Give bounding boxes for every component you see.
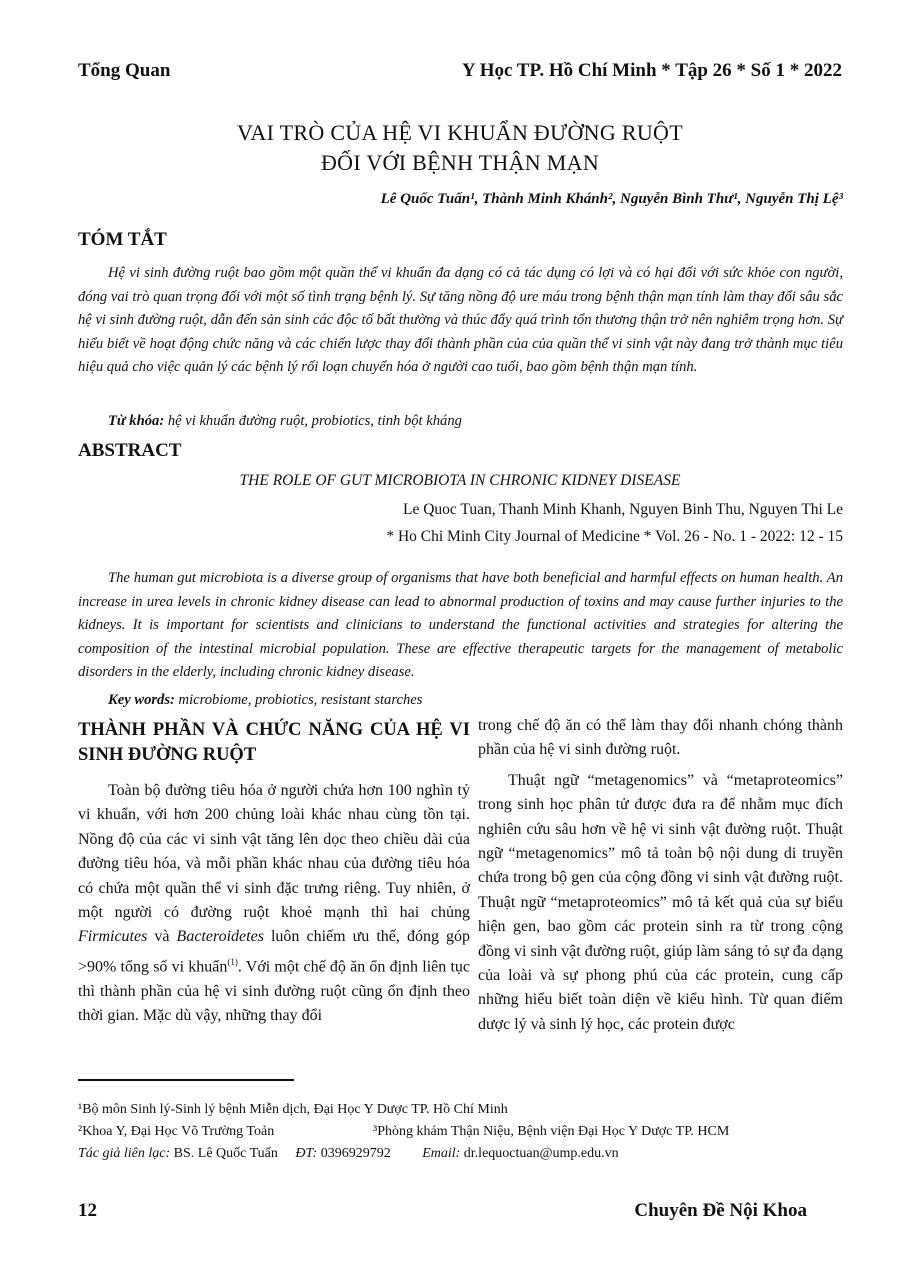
phone-label: ĐT: — [295, 1146, 318, 1161]
left-column — [78, 718, 470, 1028]
tomtat-keywords — [108, 413, 462, 430]
keywords-label: Từ khóa: — [108, 413, 165, 429]
footer-section: Chuyên Đề Nội Khoa — [634, 1200, 807, 1221]
title-line-1: VAI TRÒ CỦA HỆ VI KHUẨN ĐƯỜNG RUỘT — [237, 120, 683, 145]
contact-label: Tác giả liên lạc: — [78, 1146, 171, 1161]
right-column — [478, 714, 843, 1037]
title-line-2: ĐỐI VỚI BỆNH THẬN MẠN — [320, 150, 600, 175]
key-words: microbiome, probiotics, resistant starches — [174, 692, 423, 708]
page-number: 12 — [78, 1200, 97, 1221]
footnote-1: ¹Bộ môn Sinh lý-Sinh lý bệnh Miễn dịch, Đại Học Y Dược TP. Hồ Chí Minh — [78, 1102, 508, 1117]
email-label: Email: — [422, 1146, 461, 1161]
key-words-label: Key words: — [108, 692, 175, 708]
footnote-divider — [78, 1079, 294, 1081]
phone: 0396929792 — [317, 1146, 391, 1161]
tomtat-heading: TÓM TẮT — [78, 229, 167, 250]
footnote-2: ²Khoa Y, Đại Học Võ Trường Toản — [78, 1124, 275, 1139]
abstract-body: The human gut microbiota is a diverse group of organisms that have both beneficial and harmful effects on human health. An increase in urea levels in chronic kidney disease can lead to abnormal production of toxins and may cause further injuries to the kidneys. It is important for scientists and clinicians to understand the functional activities and strategies for altering the composition of the intestinal microbial population. These are effective therapeutic targets for the management of metabolic disorders in the elderly, including chronic kidney disease. — [78, 570, 843, 680]
paragraph: Thuật ngữ “metagenomics” và “metaproteomics” trong sinh học phân tử được đưa ra để nhằm mục đích nghiên cứu sâu hơn về hệ vi sinh vật đường ruột. Thuật ngữ “metagenomics” mô tả toàn bộ nội dung di truyền chứa trong bộ gen của cộng đồng vi sinh vật đường ruột. Thuật ngữ “metaproteomics” mô tả kết quả của sự biểu hiện gen, bao gồm các protein sinh ra từ trong cộng đồng vi sinh vật đường ruột, giúp làm sáng tỏ sự đa dạng của loài và sự phong phú của các protein, cung cấp những hiểu biết toàn diện về kiểu hình. Từ quan điểm dược lý và sinh lý học, các protein được — [478, 771, 843, 1033]
contact-name: BS. Lê Quốc Tuấn — [170, 1146, 278, 1161]
running-header-left: Tổng Quan — [78, 60, 171, 81]
abstract-keywords — [108, 692, 422, 709]
keywords: hệ vi khuẩn đường ruột, probiotics, tinh bột kháng — [164, 413, 462, 429]
footnote-3: ³Phòng khám Thận Niệu, Bệnh viện Đại Học Y Dược TP. HCM — [373, 1124, 730, 1139]
abstract-title: THE ROLE OF GUT MICROBIOTA IN CHRONIC KIDNEY DISEASE — [239, 472, 681, 489]
paragraph: trong chế độ ăn có thể làm thay đổi nhanh chóng thành phần của hệ vi sinh đường ruột. — [478, 717, 843, 759]
abstract-heading: ABSTRACT — [78, 440, 182, 461]
article-title — [0, 118, 920, 178]
tomtat-body: Hệ vi sinh đường ruột bao gồm một quần thể vi khuẩn đa dạng có cả tác dụng có lợi và có hại đối với sức khỏe con người, đóng vai trò quan trọng đối với một số tình trạng bệnh lý. Sự tăng nồng độ ure máu trong bệnh thận mạn tính làm thay đổi sâu sắc hệ vi sinh đường ruột, dẫn đến sản sinh các độc tố bất thường và thúc đẩy quá trình tổn thương thận trở nên nghiêm trọng hơn. Sự hiểu biết về hoạt động chức năng và các chiến lược thay đổi thành phần của của quần thể vi sinh vật này đang trở thành mục tiêu hiệu quả cho việc quản lý các bệnh lý rối loạn chuyển hóa ở người cao tuổi, bao gồm bệnh thận mạn tính. — [78, 265, 843, 375]
running-header-right: Y Học TP. Hồ Chí Minh * Tập 26 * Số 1 * 2022 — [461, 60, 842, 81]
email: dr.lequoctuan@ump.edu.vn — [460, 1146, 619, 1161]
abstract-authors: Le Quoc Tuan, Thanh Minh Khanh, Nguyen Binh Thu, Nguyen Thi Le — [403, 501, 843, 518]
citation: * Ho Chi Minh City Journal of Medicine * Vol. 26 - No. 1 - 2022: 12 - 15 — [386, 528, 843, 545]
paragraph: Toàn bộ đường tiêu hóa ở người chứa hơn 100 nghìn tỷ vi khuẩn, với hơn 200 chủng loài khác nhau cùng tồn tại. Nồng độ của các vi sinh vật tăng lên dọc theo chiều dài của đường tiêu hóa, và mỗi phần khác nhau của đường tiêu hóa có chứa một quần thể vi sinh đặc trưng riêng. Tuy nhiên, ở một người có đường ruột khoẻ mạnh thì hai chủng Firmicutes và Bacteroidetes luôn chiếm ưu thế, đóng góp >90% tổng số vi khuẩn$^{(1)}$. Với một chế độ ăn ổn định liên tục thì thành phần của hệ vi sinh đường ruột cũng ổn định theo thời gian. Mặc dù vậy, những thay đổi — [78, 782, 470, 1024]
section-heading: THÀNH PHẦN VÀ CHỨC NĂNG CỦA HỆ VI SINH ĐƯỜNG RUỘT — [78, 720, 470, 765]
contact-line — [78, 1146, 619, 1162]
authors: Lê Quốc Tuấn¹, Thành Minh Khánh², Nguyễn Bình Thư¹, Nguyễn Thị Lệ³ — [380, 191, 843, 207]
